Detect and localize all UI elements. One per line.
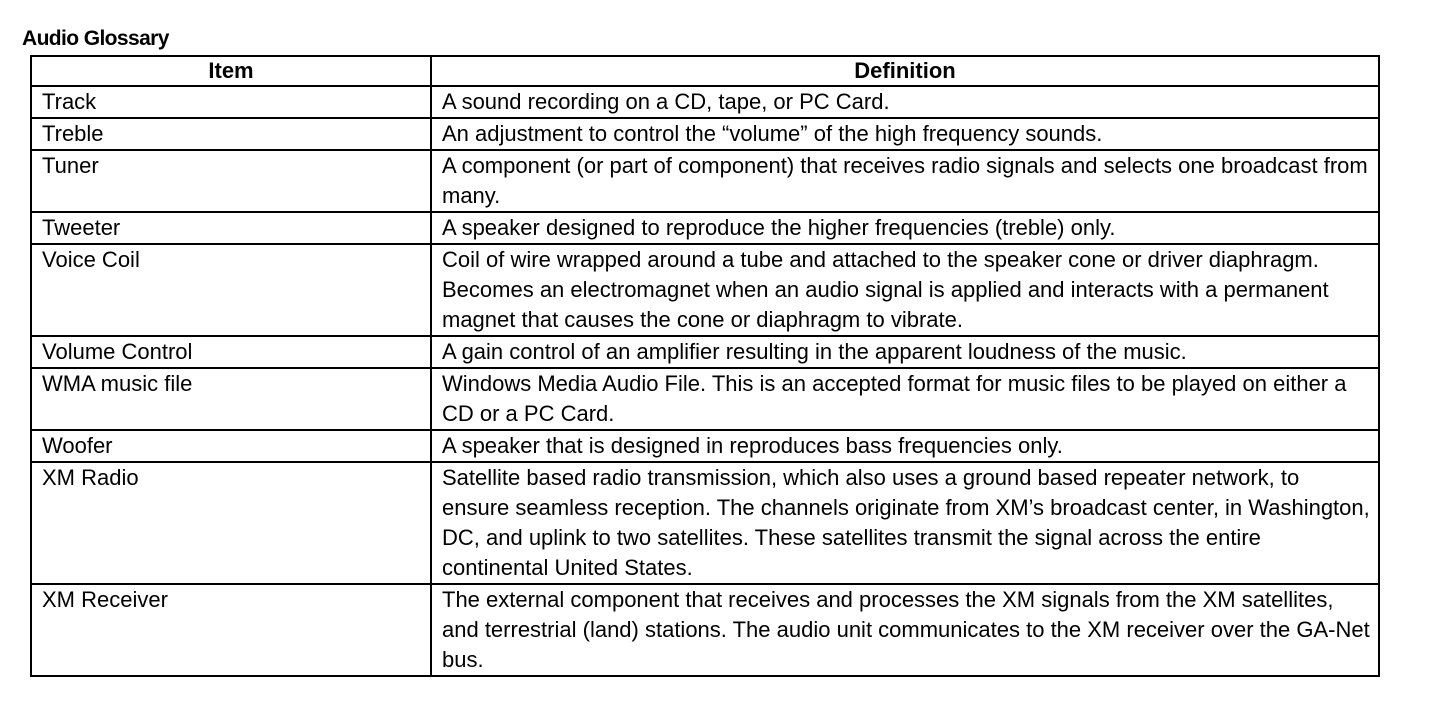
term-cell: WMA music file	[31, 368, 431, 430]
term-cell: Track	[31, 86, 431, 118]
definition-cell: Coil of wire wrapped around a tube and attached to the speaker cone or driver diaphragm. Becomes an electromagnet when an audio signal is applied and interacts with a permanent magnet that causes the cone or diaphragm to vibrate.	[431, 244, 1379, 336]
definition-cell: The external component that receives and processes the XM signals from the XM satellites, and terrestrial (land) stations. The audio unit communicates to the XM receiver over the GA-Net bus.	[431, 584, 1379, 676]
table-row	[31, 244, 1379, 336]
definition-cell: A speaker that is designed in reproduces bass frequencies only.	[431, 430, 1379, 462]
table-row	[31, 150, 1379, 212]
glossary-table	[30, 55, 1380, 677]
definition-cell: A gain control of an amplifier resulting in the apparent loudness of the music.	[431, 336, 1379, 368]
column-header-item: Item	[31, 56, 431, 86]
definition-cell: A speaker designed to reproduce the higher frequencies (treble) only.	[431, 212, 1379, 244]
column-header-definition: Definition	[431, 56, 1379, 86]
table-row	[31, 462, 1379, 584]
term-cell: Voice Coil	[31, 244, 431, 336]
term-cell: Treble	[31, 118, 431, 150]
table-row	[31, 212, 1379, 244]
definition-cell: An adjustment to control the “volume” of the high frequency sounds.	[431, 118, 1379, 150]
page-title: Audio Glossary	[22, 27, 169, 50]
table-row	[31, 118, 1379, 150]
term-cell: Tuner	[31, 150, 431, 212]
term-cell: Tweeter	[31, 212, 431, 244]
table-row	[31, 86, 1379, 118]
term-cell: XM Receiver	[31, 584, 431, 676]
table-row	[31, 336, 1379, 368]
term-cell: XM Radio	[31, 462, 431, 584]
definition-cell: Satellite based radio transmission, which also uses a ground based repeater network, to ensure seamless reception. The channels originate from XM’s broadcast center, in Washington, DC, and uplink to two satellites. These satellites transmit the signal across the entire continental United States.	[431, 462, 1379, 584]
term-cell: Volume Control	[31, 336, 431, 368]
term-cell: Woofer	[31, 430, 431, 462]
header-row	[31, 56, 1379, 86]
definition-cell: Windows Media Audio File. This is an accepted format for music files to be played on either a CD or a PC Card.	[431, 368, 1379, 430]
definition-cell: A sound recording on a CD, tape, or PC Card.	[431, 86, 1379, 118]
table-row	[31, 584, 1379, 676]
definition-cell: A component (or part of component) that receives radio signals and selects one broadcast from many.	[431, 150, 1379, 212]
table-row	[31, 430, 1379, 462]
table-row	[31, 368, 1379, 430]
